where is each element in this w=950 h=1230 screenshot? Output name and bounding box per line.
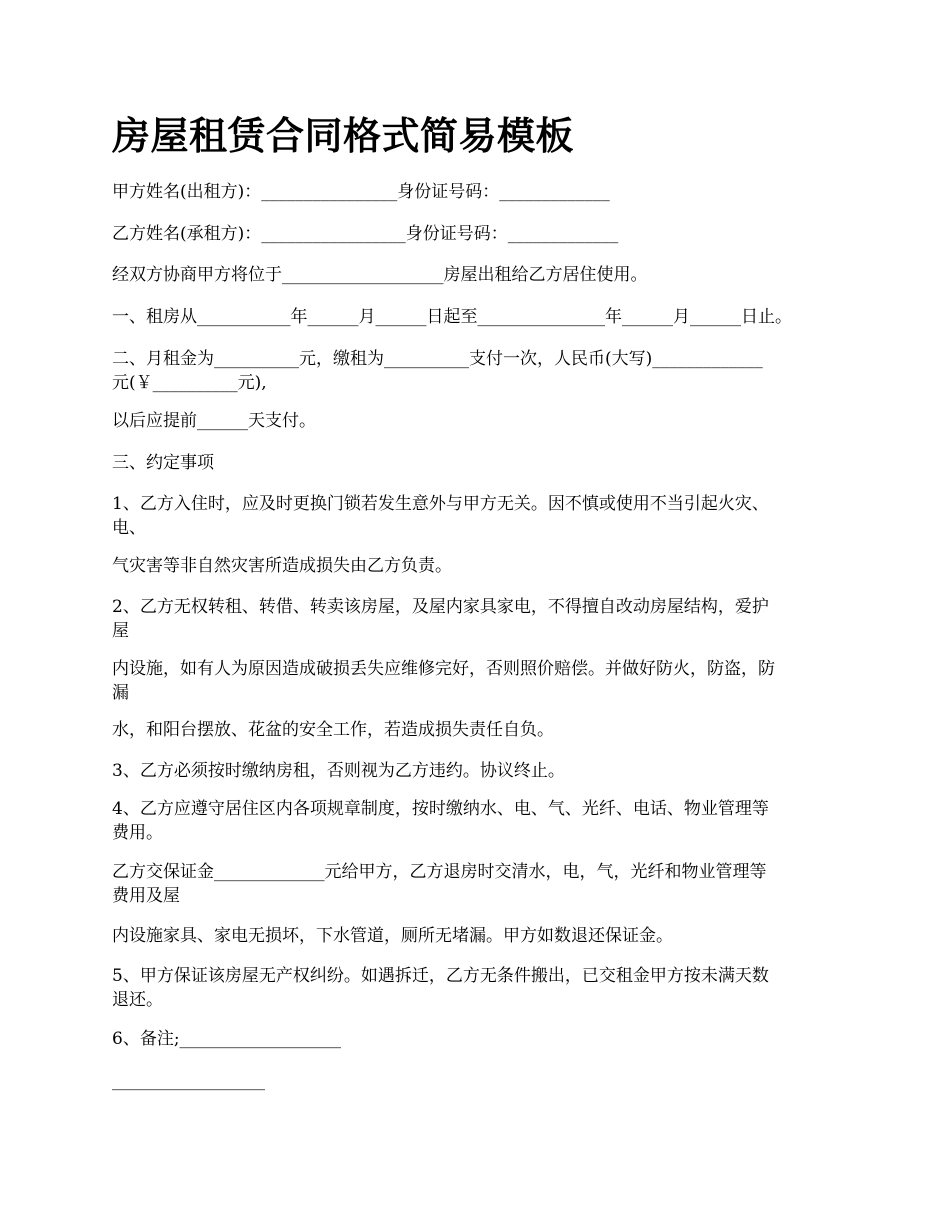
clause-2-continued-1: 内设施，如有人为原因造成破损丢失应维修完好，否则照价赔偿。并做好防火，防盗，防 漏 bbox=[112, 659, 775, 703]
party-b-line: 乙方姓名(承租方)：_________________身份证号码：_____________ bbox=[112, 224, 619, 244]
deposit-clause-continued: 内设施家具、家电无损坏，下水管道，厕所无堵漏。甲方如数退还保证金。 bbox=[112, 926, 673, 946]
clause-2: 2、乙方无权转租、转借、转卖该房屋，及屋内家具家电，不得擅自改动房屋结构，爱护 屋 bbox=[112, 597, 769, 641]
clause-3: 3、乙方必须按时缴纳房租，否则视为乙方违约。协议终止。 bbox=[112, 761, 565, 781]
clause-4: 4、乙方应遵守居住区内各项规章制度，按时缴纳水、电、气、光纤、电话、物业管理等 费用。 bbox=[112, 799, 769, 843]
advance-payment-line: 以后应提前______天支付。 bbox=[112, 411, 316, 431]
document-title: 房屋租赁合同格式简易模板 bbox=[112, 114, 575, 158]
deposit-clause: 乙方交保证金_____________元给甲方，乙方退房时交清水，电，气，光纤和物业管理等 费用及屋 bbox=[112, 862, 767, 906]
clause-1-continued: 气灾害等非自然灾害所造成损失由乙方负责。 bbox=[112, 556, 452, 576]
remarks-line: 6、备注;___________________ bbox=[112, 1029, 342, 1049]
clause-2-continued-2: 水，和阳台摆放、花盆的安全工作，若造成损失责任自负。 bbox=[112, 720, 554, 740]
clause-1: 1、乙方入住时，应及时更换门锁若发生意外与甲方无关。因不慎或使用不当引起火灾、 电、 bbox=[112, 494, 769, 538]
party-a-line: 甲方姓名(出租方)：________________身份证号码：_____________ bbox=[112, 182, 610, 202]
property-location-line: 经双方协商甲方将位于___________________房屋出租给乙方居住使用。 bbox=[112, 265, 648, 285]
lease-term-clause: 一、租房从___________年______月______日起至_______________年______月______日止。 bbox=[112, 307, 792, 327]
clause-5: 5、甲方保证该房屋无产权纠纷。如遇拆迁，乙方无条件搬出，已交租金甲方按未满天数 退还。 bbox=[112, 966, 769, 1010]
rent-clause: 二、月租金为__________元，缴租为__________支付一次，人民币(大写)_____________ 元(￥__________元), bbox=[112, 349, 763, 393]
blank-line: __________________ bbox=[112, 1071, 265, 1091]
agreed-matters-heading: 三、约定事项 bbox=[112, 453, 214, 473]
